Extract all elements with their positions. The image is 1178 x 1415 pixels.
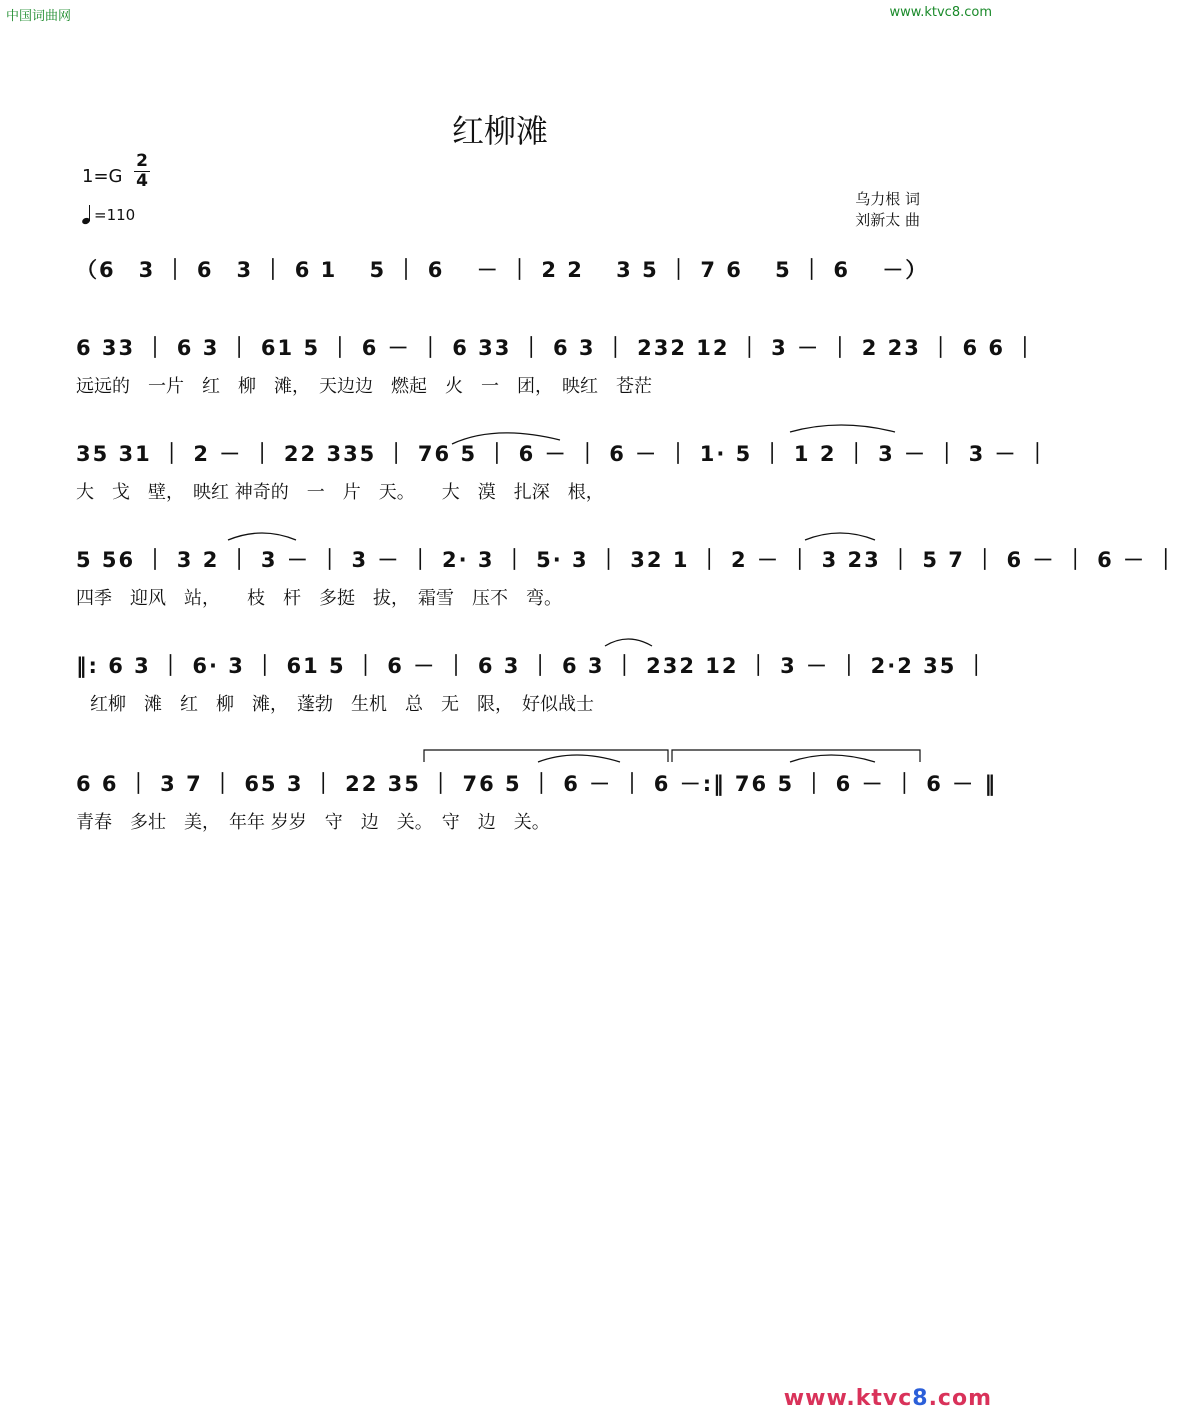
score-row-6-notes: 6 6 ｜ 3 7 ｜ 65 3 ｜ 22 35 ｜ 76 5 ｜ 6 － ｜ 6 －:‖ 76 5 ｜ 6 － ｜ 6 － ‖: [76, 772, 997, 796]
tie-row-6b: [790, 755, 875, 762]
score-row-4-notes: 5 56 ｜ 3 2 ｜ 3 － ｜ 3 － ｜ 2· 3 ｜ 5· 3 ｜ 32 1 ｜ 2 － ｜ 3 23 ｜ 5 7 ｜ 6 － ｜ 6 － ｜: [76, 548, 1178, 572]
footer-logo-accent: 8: [912, 1386, 929, 1411]
tie-row-3b: [790, 425, 895, 432]
score-row-2-lyrics: 远远的 一片 红 柳 滩， 天边边 燃起 火 一 团， 映红 苍茫: [76, 376, 652, 397]
score-row-3-lyrics: 大 戈 壁， 映红 神奇的 一 片 天。 大 漠 扎深 根，: [76, 482, 604, 503]
score-row-2-notes: 6 33 ｜ 6 3 ｜ 61 5 ｜ 6 － ｜ 6 33 ｜ 6 3 ｜ 232 12 ｜ 3 － ｜ 2 23 ｜ 6 6 ｜: [76, 336, 1038, 360]
tie-row-3: [452, 433, 560, 444]
tempo-value: =110: [94, 206, 136, 224]
time-signature-top: 2: [136, 151, 148, 171]
time-signature-bottom: 4: [136, 171, 148, 191]
footer-logo-main: www.ktvc: [783, 1386, 913, 1411]
score-row-5-lyrics: 红柳 滩 红 柳 滩， 蓬勃 生机 总 无 限， 好似战士: [90, 694, 594, 715]
score-row-3-notes: 35 31 ｜ 2 － ｜ 22 335 ｜ 76 5 ｜ 6 － ｜ 6 － ｜ 1· 5 ｜ 1 2 ｜ 3 － ｜ 3 － ｜: [76, 442, 1050, 466]
footer-logo-tail: .com: [928, 1386, 992, 1411]
first-ending-bracket: [424, 750, 668, 762]
score-row-6-lyrics: 青春 多壮 美， 年年 岁岁 守 边 关。 守 边 关。: [76, 812, 550, 833]
key-signature: 1=G: [82, 166, 123, 187]
lyricist-credit: 乌力根 词: [855, 190, 920, 208]
tie-row-6: [538, 755, 620, 762]
composer-credit: 刘新太 曲: [855, 211, 920, 229]
score-row-4-lyrics: 四季 迎风 站， 枝 杆 多挺 拔， 霜雪 压不 弯。: [76, 588, 562, 609]
score-row-5-notes: ‖: 6 3 ｜ 6· 3 ｜ 61 5 ｜ 6 － ｜ 6 3 ｜ 6 3 ｜ 232 12 ｜ 3 － ｜ 2·2 35 ｜: [76, 654, 989, 678]
tie-row-4: [228, 533, 296, 540]
tie-row-5: [605, 639, 652, 646]
site-name-left[interactable]: 中国词曲网: [6, 9, 72, 24]
song-title: 红柳滩: [451, 112, 548, 150]
site-url-right[interactable]: www.ktvc8.com: [889, 5, 992, 20]
tie-row-4b: [805, 533, 875, 540]
score-row-1-notes: （6 3 ｜ 6 3 ｜ 6 1 5 ｜ 6 － ｜ 2 2 3 5 ｜ 7 6 5 ｜ 6 －）: [76, 258, 929, 282]
footer-logo: [784, 1386, 992, 1411]
